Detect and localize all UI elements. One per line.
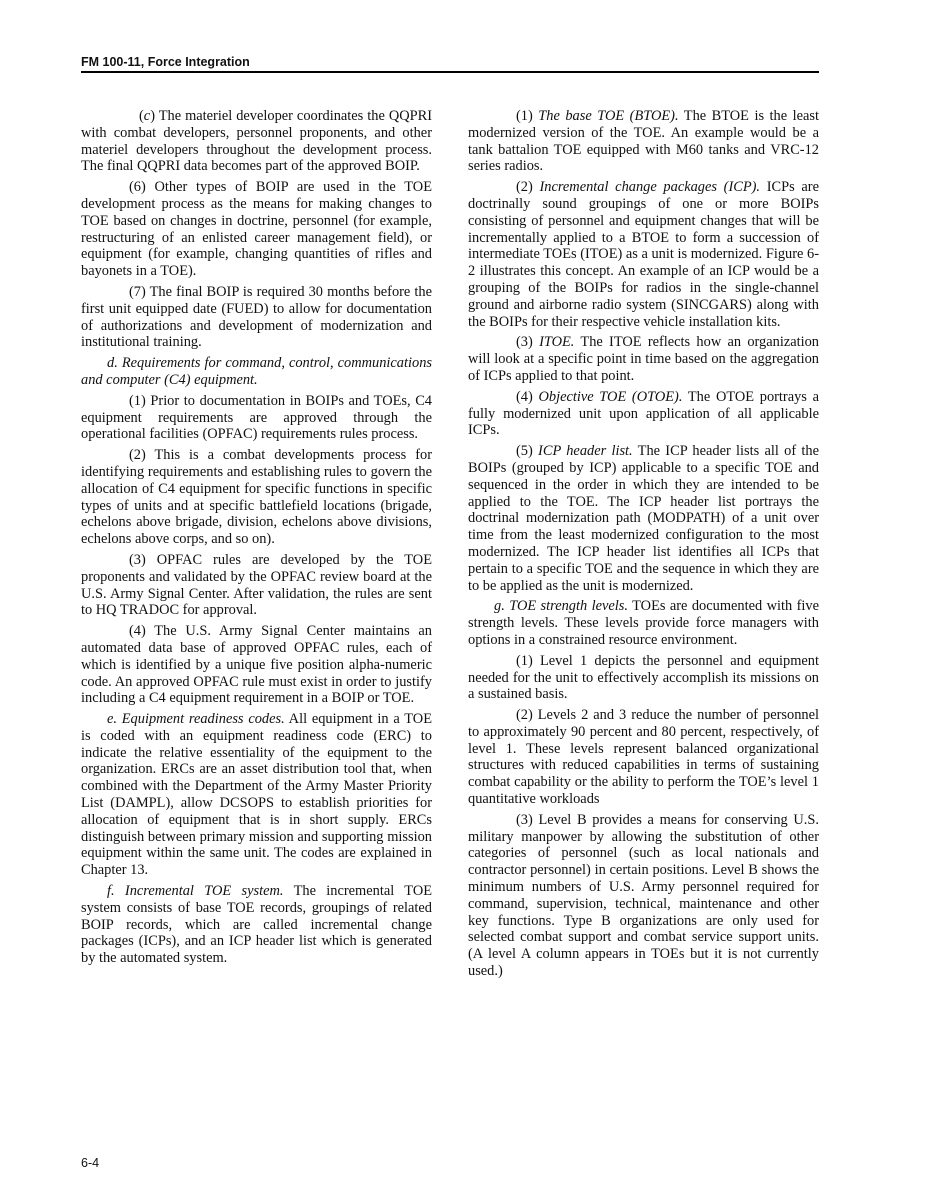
paragraph: (2) Incremental change packages (ICP). ICPs are doctrinally sound groupings of one or more BOIPs consisting of personnel and equipment changes that will be incrementally applied to a BTOE to form a succession of intermediate TOEs (ITOE) as a unit is modernized. Figure 6-2 illustrates this concept. An example of an ICP would be a grouping of the BOIPs for radios in the single-channel ground and airborne radio system (SINCGARS) along with the BOIPs for their respective vehicle installation kits. [468, 179, 819, 330]
running-header: FM 100-11, Force Integration [81, 55, 819, 73]
paragraph: (1) Level 1 depicts the personnel and equipment needed for the unit to effectively accomplish its missions on a sustained basis. [468, 652, 819, 703]
paragraph: (7) The final BOIP is required 30 months before the first unit equipped date (FUED) to allow for documentation of authorizations and development of modernization and institutional training. [81, 283, 432, 351]
paragraph: (3) OPFAC rules are developed by the TOE proponents and validated by the OPFAC review board at the U.S. Army Signal Center. After validation, the rules are sent to HQ TRADOC for approval. [81, 551, 432, 619]
page-number: 6-4 [81, 1156, 100, 1170]
left-column [81, 108, 432, 971]
paragraph: (5) ICP header list. The ICP header lists all of the BOIPs (grouped by ICP) applicable to a specific TOE and sequenced in the order in which they are intended to be applied to the TOE. The ICP header list portrays the doctrinal modernization path (MODPATH) of a unit over time from the least modernized configuration to the most modernized. The ICP header list identifies all ICPs that pertain to a specific TOE and the sequence in which they are to be applied as the unit is modernized. [468, 443, 819, 594]
paragraph: (1) Prior to documentation in BOIPs and TOEs, C4 equipment requirements are approved through the operational facilities (OPFAC) requirements rules process. [81, 392, 432, 443]
right-column [468, 108, 819, 984]
paragraph: (6) Other types of BOIP are used in the TOE development process as the means for making changes to TOE based on changes in doctrine, personnel (for example, restructuring of an enlisted career management field), or equipment (for example, changing quantities of rifles and bayonets in a TOE). [81, 179, 432, 280]
paragraph: g. TOE strength levels. TOEs are documented with five strength levels. These levels provide force managers with options in a constrained resource environment. [468, 598, 819, 648]
paragraph: e. Equipment readiness codes. All equipment in a TOE is coded with an equipment readiness code (ERC) to indicate the relative essentiality of the equipment to the organization. ERCs are an asset distribution tool that, when combined with the Department of the Army Master Priority List (DAMPL), allow DCSOPS to establish priorities for allocation of equipment that is in short supply. ERCs distinguish between primary mission and supporting mission equipment within the same unit. The codes are explained in Chapter 13. [81, 711, 432, 879]
paragraph: (2) This is a combat developments process for identifying requirements and establishing rules to govern the allocation of C4 equipment for specific functions in specific types of units and at specific battlefield locations (brigade, echelons above brigade, division, echelons above divisions, echelons above corps, and so on). [81, 447, 432, 548]
paragraph: (c) The materiel developer coordinates the QQPRI with combat developers, personnel proponents, and other materiel developers throughout the development process. The final QQPRI data becomes part of the approved BOIP. [81, 108, 432, 175]
paragraph: f. Incremental TOE system. The incremental TOE system consists of base TOE records, groupings of related BOIP records, which are called incremental change packages (ICPs), and an ICP header list which is generated by the automated system. [81, 883, 432, 967]
paragraph: (3) ITOE. The ITOE reflects how an organization will look at a specific point in time based on the aggregation of ICPs applied to that point. [468, 334, 819, 384]
paragraph: (3) Level B provides a means for conserving U.S. military manpower by allowing the substitution of other categories of personnel (such as local nationals and contractor personnel) in certain positions. Level B shows the minimum numbers of U.S. Army personnel required for command, supervision, technical, maintenance and other key functions. Type B organizations are only used for selected combat support and combat service support units. (A level A column appears in TOEs but it is not currently used.) [468, 811, 819, 980]
paragraph: (4) The U.S. Army Signal Center maintains an automated data base of approved OPFAC rules, each of which is identified by a unique five position alpha-numeric code. An approved OPFAC rule must exist in order to justify including a C4 equipment requirement in a BOIP or TOE. [81, 623, 432, 707]
paragraph: (4) Objective TOE (OTOE). The OTOE portrays a fully modernized unit upon application of all applicable ICPs. [468, 388, 819, 439]
paragraph: (2) Levels 2 and 3 reduce the number of personnel to approximately 90 percent and 80 percent, respectively, of level 1. These levels represent balanced organizational structures with reduced capabilities in terms of sustaining combat capability or the ability to perform the TOE’s level 1 quantitative workloads [468, 707, 819, 808]
section-heading: d. Requirements for command, control, communications and computer (C4) equipment. [81, 355, 432, 388]
paragraph: (1) The base TOE (BTOE). The BTOE is the least modernized version of the TOE. An example would be a tank battalion TOE equipped with M60 tanks and VRC-12 series radios. [468, 108, 819, 175]
